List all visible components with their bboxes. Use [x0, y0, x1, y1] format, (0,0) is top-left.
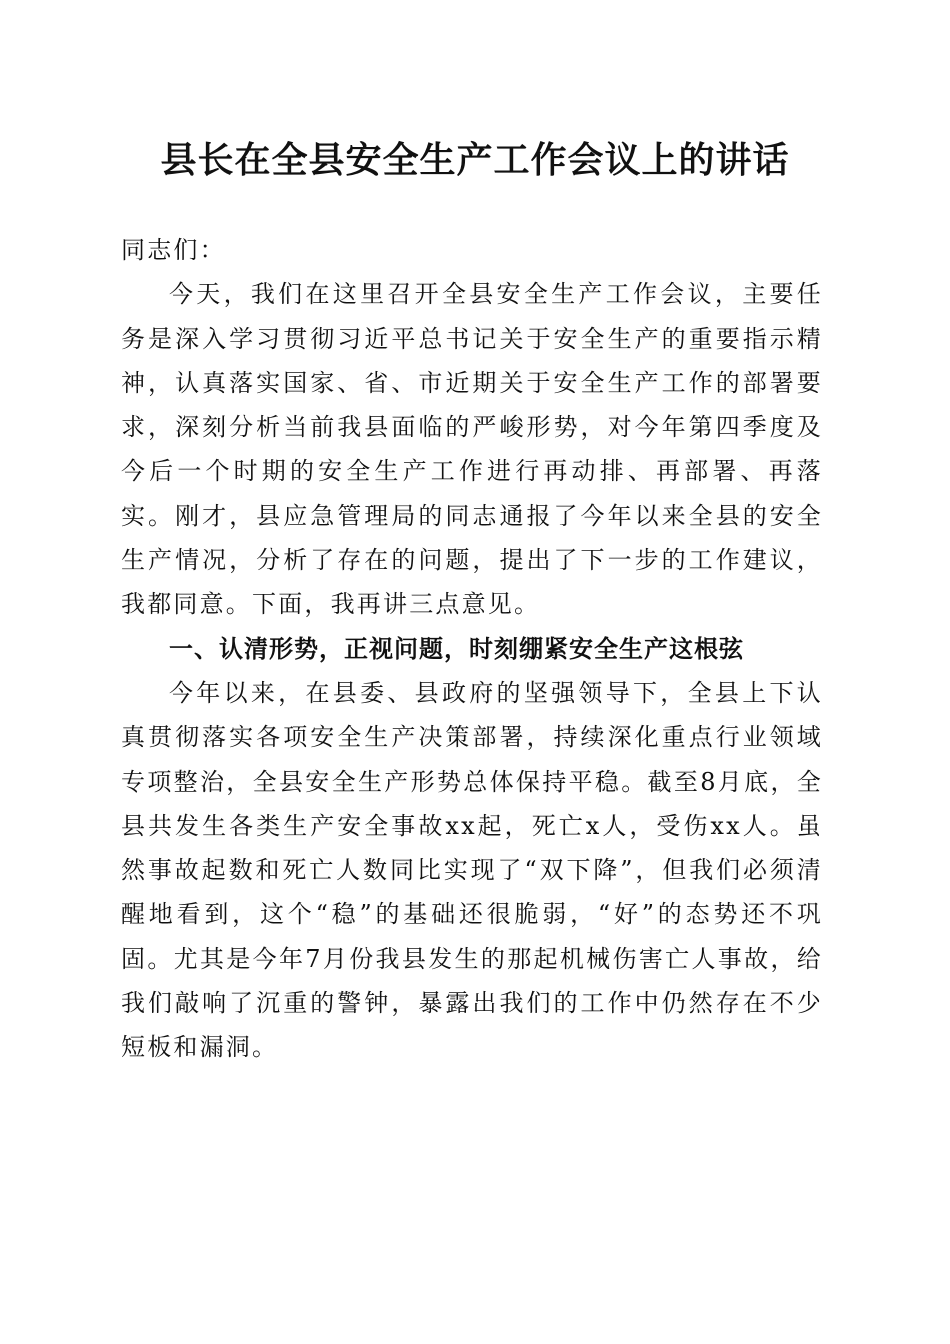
intro-paragraph: 今天，我们在这里召开全县安全生产工作会议，主要任务是深入学习贯彻习近平总书记关于安全生产的重要指示精神，认真落实国家、省、市近期关于安全生产工作的部署要求，深刻分析当前我县面临的严峻形势，对今年第四季度及今后一个时期的安全生产工作进行再动排、再部署、再落实。刚才，县应急管理局的同志通报了今年以来全县的安全生产情况，分析了存在的问题，提出了下一步的工作建议，我都同意。下面，我再讲三点意见。 — [121, 280, 823, 619]
document-title: 县长在全县安全生产工作会议上的讲话 — [160, 139, 790, 181]
salutation: 同志们： — [121, 236, 226, 264]
section-1-heading: 一、认清形势，正视问题，时刻绷紧安全生产这根弦 — [169, 634, 744, 663]
document-body — [121, 228, 823, 1070]
section-1-paragraph: 今年以来，在县委、县政府的坚强领导下，全县上下认真贯彻落实各项安全生产决策部署，持续深化重点行业领域专项整治，全县安全生产形势总体保持平稳。截至8月底，全县共发生各类生产安全事故xx起，死亡x人，受伤xx人。虽然事故起数和死亡人数同比实现了“双下降”，但我们必须清醒地看到，这个“稳”的基础还很脆弱，“好”的态势还不巩固。尤其是今年7月份我县发生的那起机械伤害亡人事故，给我们敲响了沉重的警钟，暴露出我们的工作中仍然存在不少短板和漏洞。 — [121, 678, 823, 1062]
